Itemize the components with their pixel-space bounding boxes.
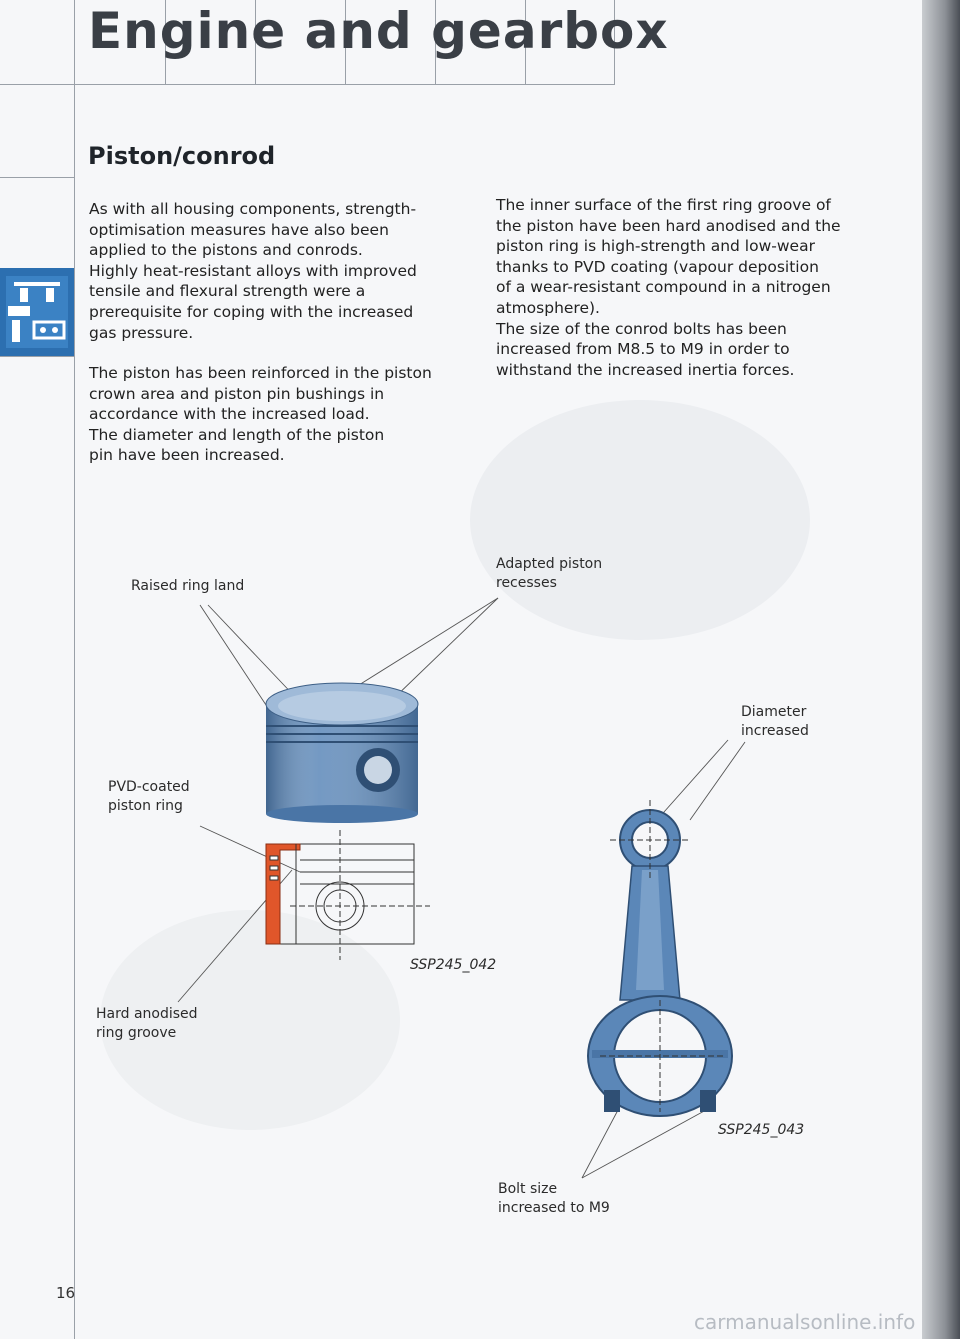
watermark: carmanualsonline.info — [694, 1310, 916, 1334]
text-line: withstand the increased inertia forces. — [496, 360, 795, 379]
label-bolt-size — [498, 1180, 610, 1217]
label-hard-anodised-groove — [96, 1005, 198, 1042]
label-text: increased to M9 — [498, 1199, 610, 1216]
label-pvd-coated-ring — [108, 778, 190, 815]
label-adapted-piston-recesses — [496, 555, 602, 592]
text-line: crown area and piston pin bushings in — [89, 384, 385, 403]
text-line: The inner surface of the first ring groove of — [496, 196, 831, 214]
figure-code-conrod: SSP245_043 — [718, 1122, 805, 1138]
label-text: recesses — [496, 574, 557, 591]
label-diameter-increased — [741, 703, 809, 740]
text-line: prerequisite for coping with the increased — [89, 302, 414, 321]
label-text: Adapted piston — [496, 556, 603, 572]
text-line: applied to the pistons and conrods. — [89, 241, 363, 260]
label-text: Raised ring land — [131, 578, 245, 594]
label-text: Bolt size — [498, 1181, 558, 1197]
text-line: The piston has been reinforced in the piston — [89, 364, 432, 382]
text-line: The size of the conrod bolts has been — [496, 319, 787, 338]
label-text: PVD-coated — [108, 779, 190, 795]
text-line: of a wear-resistant compound in a nitrogen — [496, 278, 831, 297]
text-line: tensile and flexural strength were a — [89, 282, 366, 301]
label-text: ring groove — [96, 1024, 177, 1041]
text-line: As with all housing components, strength- — [89, 200, 417, 218]
page-number: 16 — [56, 1284, 76, 1302]
label-text: Hard anodised — [96, 1006, 198, 1022]
piston-illustration — [266, 683, 418, 823]
figure-code-piston: SSP245_042 — [410, 957, 497, 973]
label-raised-ring-land — [131, 577, 244, 596]
text-line: optimisation measures have also been — [89, 220, 389, 239]
text-line: gas pressure. — [89, 323, 194, 342]
text-line: The diameter and length of the piston — [89, 425, 385, 444]
text-line: Highly heat-resistant alloys with improved — [89, 261, 417, 280]
text-line: pin have been increased. — [89, 446, 285, 465]
text-line: atmosphere). — [496, 298, 600, 317]
text-line: the piston have been hard anodised and the — [496, 216, 841, 235]
text-line: accordance with the increased load. — [89, 405, 370, 424]
label-text: piston ring — [108, 797, 183, 814]
text-line: thanks to PVD coating (vapour deposition — [496, 257, 819, 276]
text-line: increased from M8.5 to M9 in order to — [496, 340, 790, 359]
label-text: Diameter — [741, 704, 807, 720]
section-title: Piston/conrod — [88, 142, 276, 170]
label-text: increased — [741, 722, 809, 739]
background-engine-ghost — [470, 400, 810, 640]
conrod-illustration — [588, 800, 732, 1116]
page-title: Engine and gearbox — [88, 2, 669, 60]
text-line: piston ring is high-strength and low-wear — [496, 237, 815, 256]
